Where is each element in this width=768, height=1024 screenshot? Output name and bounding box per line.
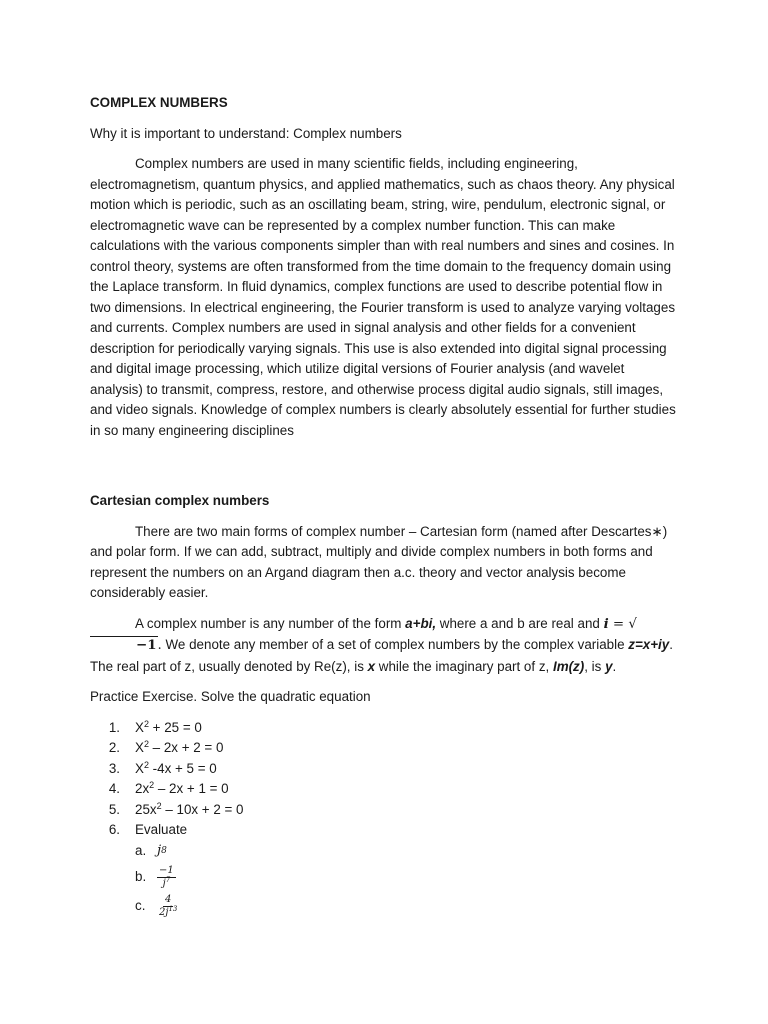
- section-heading: Cartesian complex numbers: [90, 493, 270, 508]
- list-item: 6. Evaluate a. j 8 b. $\frac{-1}{j^7}$ c. $\frac{4}{2j^{13}}$: [90, 820, 680, 919]
- equals-sign: =: [608, 616, 629, 632]
- exercise-list: [90, 718, 680, 920]
- document-title: COMPLEX NUMBERS: [90, 95, 228, 110]
- radical-sign: √: [628, 616, 637, 632]
- exercise-heading: Practice Exercise. Solve the quadratic equation: [90, 689, 371, 704]
- evaluate-item-b: b. $\frac{-1}{j^7}$: [135, 865, 174, 889]
- document-content: [90, 93, 680, 919]
- fraction: $\frac{4}{2j^{13}}$: [159, 894, 178, 918]
- complex-variable: z=x+iy: [628, 637, 670, 652]
- real-part-symbol: x: [367, 658, 376, 674]
- list-item: 2. $X^2 - 2x + 2 = 0$: [108, 739, 224, 755]
- definition-form: a+bi,: [405, 615, 437, 631]
- forms-paragraph: There are two main forms of complex number – Cartesian form (named after Descartes∗) and polar form. If we can add, subtract, multiply and divide complex numbers in both forms and represent the numbers on an Argand diagram then a.c. theory and vector analysis become considerably easier.: [90, 523, 668, 600]
- definition-paragraph: [90, 614, 680, 678]
- list-item: 4. $2x^2 - 2x + 1 = 0$: [108, 780, 229, 796]
- fraction: $\frac{-1}{j^7}$: [159, 865, 174, 889]
- intro-paragraph: Complex numbers are used in many scientific fields, including engineering, electromagnetism, quantum physics, and applied mathematics, such as chaos theory. Any physical motion which is periodic, such as an oscillating beam, string, wire, pendulum, electronic signal, or electromagnetic wave can be represented by a complex number function. This can make calculations with the various components simpler than with real numbers and sines and cosines. In control theory, systems are often transformed from the time domain to the frequency domain using the Laplace transform. In fluid dynamics, complex functions are used to describe potential flow in two dimensions. In electrical engineering, the Fourier transform is used to analyze varying voltages and currents. Complex numbers are used in signal analysis and other fields for a convenient description for periodically varying signals. This use is also extended into digital signal processing and digital image processing, which utilize digital versions of Fourier analysis (and wavelet analysis) to transmit, compress, restore, and otherwise process digital audio signals, still images, and video signals. Knowledge of complex numbers is clearly absolutely essential for further studies in so many engineering disciplines: [90, 156, 676, 438]
- list-item: 5. $25x^2 - 10x + 2 = 0$: [108, 800, 244, 817]
- definition-period: .: [157, 638, 162, 653]
- evaluate-sublist: [135, 841, 680, 920]
- definition-text-6: , is: [584, 658, 606, 674]
- evaluate-item-c: c. $\frac{4}{2j^{13}}$: [135, 894, 178, 918]
- imaginary-part-label: Im(z): [552, 658, 585, 674]
- list-item: 1. $X^2 + 25 = 0$: [108, 718, 202, 735]
- definition-text-1: A complex number is any number of the form: [135, 615, 406, 631]
- radicand: −1: [90, 636, 158, 653]
- definition-text-4: . The real part of z, usually denoted by Re(z), is: [90, 637, 673, 674]
- definition-text-5: while the imaginary part of z,: [375, 658, 553, 674]
- section-spacer: [90, 451, 680, 491]
- definition-text-3: We denote any member of a set of complex numbers by the complex variable: [161, 637, 629, 652]
- imaginary-unit-symbol: i: [603, 615, 609, 632]
- imaginary-part-symbol: y: [605, 658, 613, 674]
- definition-text-2: where a and b are real and: [436, 615, 604, 631]
- evaluate-item-a: a. j 8: [135, 842, 167, 858]
- list-item: 3. $X^2$ -4x + 5 = 0: [108, 759, 217, 776]
- definition-text-7: .: [612, 658, 617, 674]
- document-subtitle: Why it is important to understand: Complex numbers: [90, 125, 402, 141]
